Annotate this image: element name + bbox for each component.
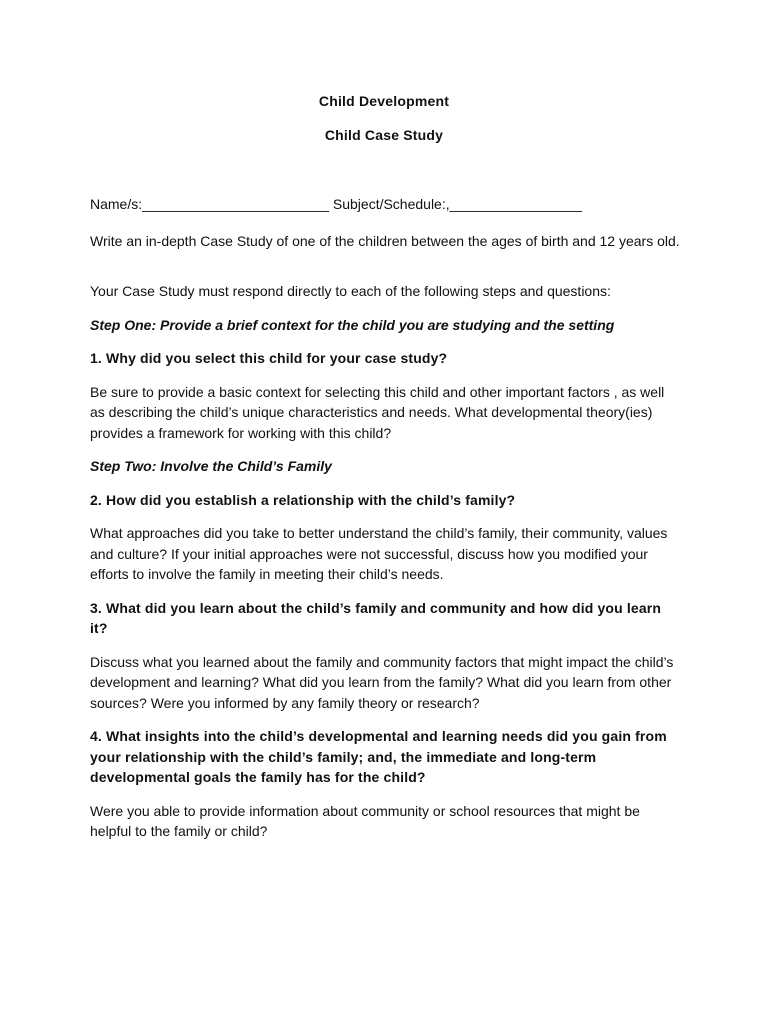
document-subtitle: Child Case Study [324, 127, 444, 143]
document-body [90, 194, 680, 855]
step-two-heading: Step Two: Involve the Child’s Family [90, 458, 332, 474]
question-3: 3. What did you learn about the child’s family and community and how did you learn it? [90, 599, 662, 636]
step-one-heading: Step One: Provide a brief context for the child you are studying and the setting [90, 316, 615, 333]
question-4: 4. What insights into the child’s developmental and learning needs did you gain from your relationship with the child’s family; and, the immediate and long-term developmental goals the family has for the child? [90, 728, 667, 785]
question-2-text: What approaches did you take to better understand the child’s family, their community, values and culture? If your initial approaches were not successful, discuss how you modified your efforts to involve the family in meeting their child’s needs. [90, 525, 668, 582]
question-1: 1. Why did you select this child for your case study? [90, 350, 448, 366]
question-3-text: Discuss what you learned about the family and community factors that might impact the child’s development and learning? What did you learn from the family? What did you learn from other sources? Were you informed by any family theory or research? [90, 653, 674, 711]
document-title: Child Development [318, 93, 450, 109]
instructions-paragraph: Your Case Study must respond directly to each of the following steps and questions: [90, 283, 611, 299]
question-2: 2. How did you establish a relationship with the child’s family? [90, 491, 516, 508]
question-1-text: Be sure to provide a basic context for selecting this child and other important factors , as well as describing the child’s unique characteristics and needs. What developmental theory(ies) provides a framework for working with this child? [90, 383, 665, 441]
intro-paragraph: Write an in-depth Case Study of one of the children between the ages of birth and 12 years old. [90, 232, 680, 249]
question-4-text: Were you able to provide information about community or school resources that might be helpful to the family or child? [90, 802, 640, 839]
name-subject-line: Name/s:________________________ Subject/Schedule:,_________________ [90, 196, 582, 212]
